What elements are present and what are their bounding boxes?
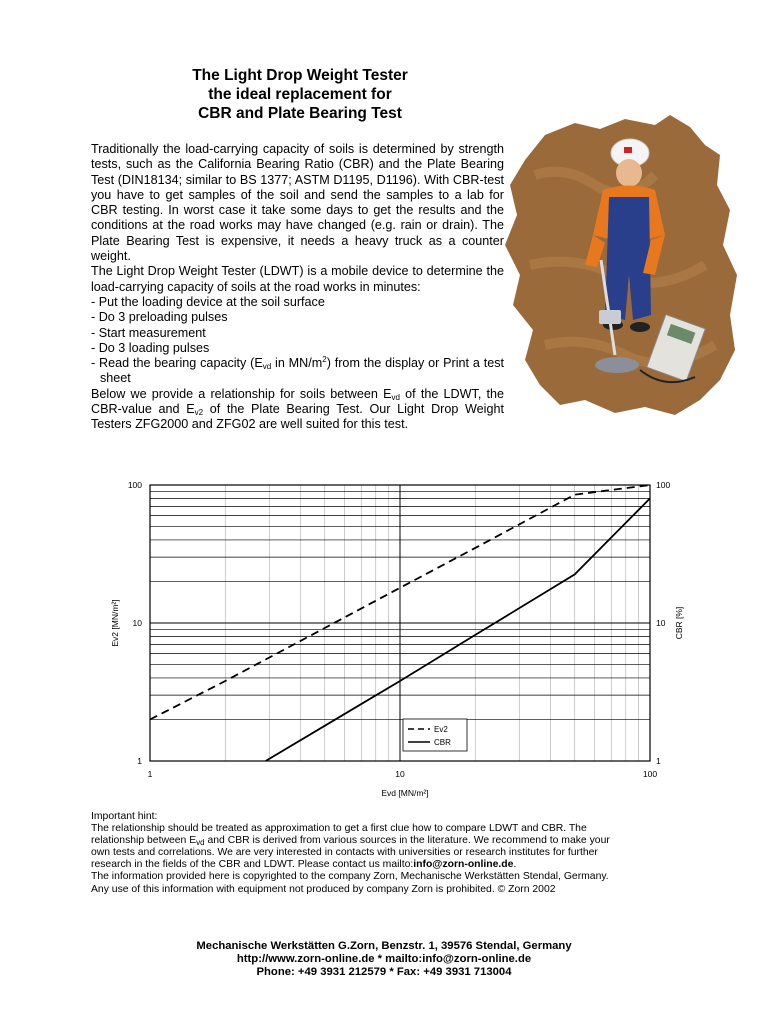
hint-line-2-a: relationship between E [91,835,197,847]
p3-text-2: of the LDWT, the CBR-value and E [91,386,505,417]
intro-text [91,142,504,433]
hint-line-2-b: and CBR is derived from various sources in the literature. We recommend to make your [204,835,610,847]
x-tick-label: 100 [642,769,658,779]
y-tick-label-right: 100 [656,480,671,490]
footer-contact [100,940,668,979]
footer-address: Mechanische Werkstätten G.Zorn, Benzstr. 1, 39576 Stendal, Germany [196,940,572,952]
step5-text-3: ) from the display or Print a test sheet [100,356,505,386]
footer-phone: Phone: +49 3931 212579 * Fax: +49 3931 713004 [256,966,512,978]
loading-plate [595,357,639,373]
worker-face [616,159,642,187]
hint-line-2 [91,835,691,847]
p3-sub-1: vd [391,392,400,402]
hint-line-4-a: research in the fields of the CBR and LDWT. Please contact us mailto: [91,859,414,871]
document-title [100,66,500,123]
legend-label-ev2: Ev2 [434,725,448,734]
y-tick-label-left: 100 [127,480,142,490]
drop-weight [599,310,621,324]
procedure-step: - Start measurement [91,325,206,340]
x-tick-label: 1 [147,769,153,779]
hint-line-5: The information provided here is copyrighted to the company Zorn, Mechanische Werkstätten Stendal, Germany. [91,871,609,883]
hint-line-4-b: . [513,859,517,871]
procedure-list [91,295,504,387]
title-line-3: CBR and Plate Bearing Test [198,105,402,122]
worker-photo [505,115,737,415]
title-line-1: The Light Drop Weight Tester [192,67,408,84]
step5-text-2: in MN/m [271,356,323,371]
chart-grid [150,485,650,761]
hint-email-link[interactable]: info@zorn-online.de [413,859,514,871]
y-tick-label-right: 10 [656,618,666,628]
title-line-2: the ideal replacement for [208,86,392,103]
correlation-chart [100,475,690,805]
hint-line-2-sub: vd [196,838,205,848]
procedure-step [91,356,504,387]
step5-sub: vd [262,362,272,372]
footer-web-links[interactable]: http://www.zorn-online.de * mailto:info@zorn-online.de [236,953,532,965]
hint-line-6: Any use of this information with equipment not produced by company Zorn is prohibited. © Zorn 2002 [91,883,556,895]
hint-line-4 [91,859,691,871]
intro-paragraph-1: Traditionally the load-carrying capacity of soils is determined by strength tests, such as the California Bearing Ratio (CBR) and the Plate Bearing Test (DIN18134; similar to BS 1377; ASTM D1195, D1196). With CBR-test you have to get samples of the soil and send the samples to a lab for CBR testing. In worst case it take some days to get the results and the conditions at the road works may have changed (e.g. rain or drain). The Plate Bearing Test is expensive, it needs a heavy truck as a counter weight. [91,142,504,264]
y-tick-label-right: 1 [656,756,661,766]
chart-legend [403,719,467,751]
intro-paragraph-3 [91,387,504,433]
step5-sup: 2 [322,354,327,364]
hint-line-1: The relationship should be treated as approximation to get a first clue how to compare LDWT and CBR. The [91,823,587,835]
procedure-step: - Do 3 loading pulses [91,340,210,355]
legend-label-cbr: CBR [434,738,451,747]
y-tick-label-left: 1 [137,756,142,766]
procedure-step: - Do 3 preloading pulses [91,310,228,325]
y-axis-label-right: CBR [%] [674,606,684,640]
chart-labels [110,480,684,798]
p3-sub-2: v2 [194,408,204,418]
p3-text: Below we provide a relationship for soils between E [91,386,392,401]
x-tick-label: 10 [395,769,405,779]
important-hint [91,811,691,896]
step5-text: - Read the bearing capacity (E [91,356,263,371]
hint-line-3: own tests and correlations. We are very interested in contacts with universities or research institutes for further [91,847,598,859]
intro-paragraph-2: The Light Drop Weight Tester (LDWT) is a mobile device to determine the load-carrying capacity of soils at the road works in minutes: [91,264,504,294]
helmet-logo [624,147,632,153]
y-tick-label-left: 10 [132,618,142,628]
worker-boot [630,322,650,332]
y-axis-label-left: Ev2 [MN/m²] [110,599,120,647]
procedure-step: - Put the loading device at the soil surface [91,294,325,309]
hint-heading: Important hint: [91,811,158,822]
x-axis-label: Evd [MN/m²] [381,788,429,798]
p3-text-3: of the Plate Bearing Test. Our Light Drop Weight Testers ZFG2000 and ZFG02 are well suited for this test. [91,402,504,432]
